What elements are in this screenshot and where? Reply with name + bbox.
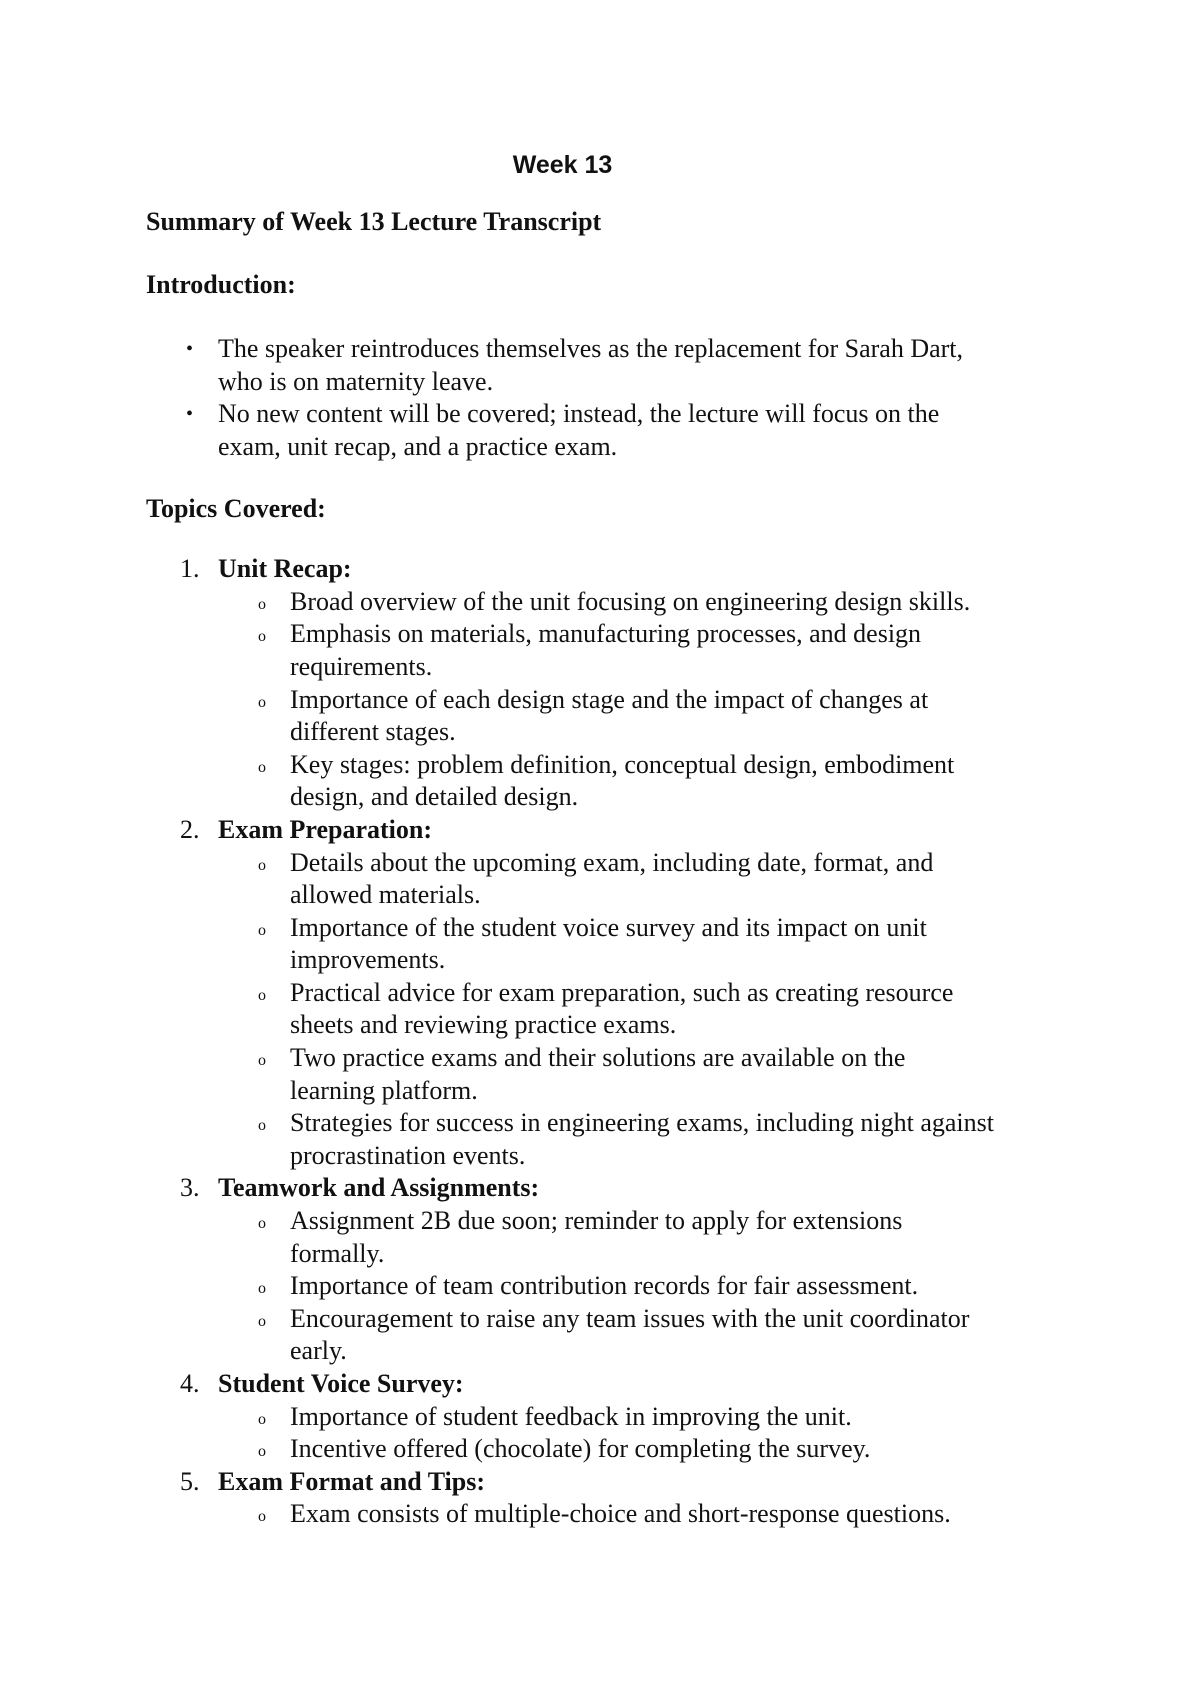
circle-bullet-icon: o (258, 1052, 266, 1070)
topic-point (218, 1498, 1076, 1531)
point-text-line: Assignment 2B due soon; reminder to apply for extensions (290, 1206, 903, 1236)
topics-list (146, 553, 1076, 1531)
topic-item (146, 553, 1076, 814)
topic-number: 5. (180, 1466, 200, 1496)
circle-bullet-icon: o (258, 1215, 266, 1233)
topic-point (218, 618, 1076, 683)
point-text-line: Importance of the student voice survey and its impact on unit (290, 912, 927, 942)
point-text-line: Strategies for success in engineering exams, including night against (290, 1108, 994, 1138)
bullet-text-line: who is on maternity leave. (218, 366, 494, 396)
introduction-list (146, 333, 1076, 463)
point-text-line: Key stages: problem definition, conceptual design, embodiment (290, 749, 955, 779)
bullet-text-line: exam, unit recap, and a practice exam. (218, 431, 618, 461)
topic-point (218, 1042, 1076, 1107)
point-text-line: formally. (290, 1238, 385, 1268)
topic-point (218, 912, 1076, 977)
circle-bullet-icon: o (258, 1312, 266, 1330)
topic-title: Unit Recap: (218, 554, 352, 584)
circle-bullet-icon: o (258, 1443, 266, 1461)
topics-heading: Topics Covered: (146, 493, 326, 523)
topic-points (218, 1205, 1076, 1368)
topic-number: 2. (180, 814, 200, 844)
topic-point (218, 847, 1076, 912)
summary-title: Summary of Week 13 Lecture Transcript (146, 207, 602, 236)
circle-bullet-icon: o (258, 595, 266, 613)
point-text-line: Practical advice for exam preparation, such as creating resource (290, 977, 954, 1007)
topic-point (218, 1107, 1076, 1172)
bullet-icon: • (186, 403, 194, 426)
topic-point (218, 684, 1076, 749)
point-text-line: Details about the upcoming exam, including date, format, and (290, 847, 934, 877)
bullet-text-line: No new content will be covered; instead, the lecture will focus on the (218, 399, 940, 429)
topic-point (218, 1401, 1076, 1434)
topic-title: Exam Format and Tips: (218, 1466, 486, 1496)
topic-point (218, 1303, 1076, 1368)
topic-points (218, 847, 1076, 1173)
point-text-line: Importance of student feedback in improving the unit. (290, 1401, 852, 1431)
topic-point (218, 1433, 1076, 1466)
week-heading: Week 13 (512, 151, 613, 179)
point-text-line: Incentive offered (chocolate) for completing the survey. (290, 1434, 871, 1464)
topic-point (218, 1205, 1076, 1270)
point-text-line: design, and detailed design. (290, 782, 579, 812)
point-text-line: improvements. (290, 945, 446, 975)
bullet-icon: • (186, 338, 194, 361)
circle-bullet-icon: o (258, 758, 266, 776)
point-text-line: Encouragement to raise any team issues with the unit coordinator (290, 1303, 970, 1333)
topic-title: Teamwork and Assignments: (218, 1173, 540, 1203)
point-text-line: procrastination events. (290, 1140, 526, 1170)
topic-point (218, 1270, 1076, 1303)
topic-points (218, 1498, 1076, 1531)
point-text-line: Exam consists of multiple-choice and short-response questions. (290, 1499, 951, 1529)
topic-number: 4. (180, 1369, 200, 1398)
bullet-text-line: The speaker reintroduces themselves as the replacement for Sarah Dart, (218, 334, 964, 364)
point-text-line: requirements. (290, 651, 433, 681)
point-text-line: Broad overview of the unit focusing on engineering design skills. (290, 586, 971, 616)
circle-bullet-icon: o (258, 1508, 266, 1526)
point-text-line: learning platform. (290, 1075, 478, 1105)
circle-bullet-icon: o (258, 921, 266, 939)
topic-title: Student Voice Survey: (218, 1369, 464, 1398)
introduction-bullet (146, 333, 1076, 398)
circle-bullet-icon: o (258, 856, 266, 874)
circle-bullet-icon: o (258, 1117, 266, 1135)
document-body (146, 206, 1076, 1531)
topic-item (146, 1466, 1076, 1531)
topic-number: 3. (180, 1173, 200, 1203)
topic-point (218, 977, 1076, 1042)
circle-bullet-icon: o (258, 1280, 266, 1298)
circle-bullet-icon: o (258, 1410, 266, 1428)
introduction-heading: Introduction: (146, 269, 296, 299)
topic-number: 1. (180, 554, 200, 584)
point-text-line: different stages. (290, 717, 456, 747)
point-text-line: Importance of each design stage and the impact of changes at (290, 684, 929, 714)
topic-point (218, 749, 1076, 814)
topic-item (146, 814, 1076, 1173)
point-text-line: Two practice exams and their solutions are available on the (290, 1043, 906, 1073)
topic-title: Exam Preparation: (218, 814, 432, 844)
point-text-line: Emphasis on materials, manufacturing processes, and design (290, 619, 922, 649)
circle-bullet-icon: o (258, 986, 266, 1004)
point-text-line: early. (290, 1336, 347, 1366)
topic-points (218, 586, 1076, 814)
topic-item (146, 1172, 1076, 1368)
introduction-bullet (146, 398, 1076, 463)
circle-bullet-icon: o (258, 693, 266, 711)
point-text-line: Importance of team contribution records for fair assessment. (290, 1271, 919, 1301)
point-text-line: sheets and reviewing practice exams. (290, 1010, 677, 1040)
point-text-line: allowed materials. (290, 880, 481, 910)
topic-point (218, 586, 1076, 619)
topic-item (146, 1368, 1076, 1466)
circle-bullet-icon: o (258, 628, 266, 646)
topic-points (218, 1401, 1076, 1466)
